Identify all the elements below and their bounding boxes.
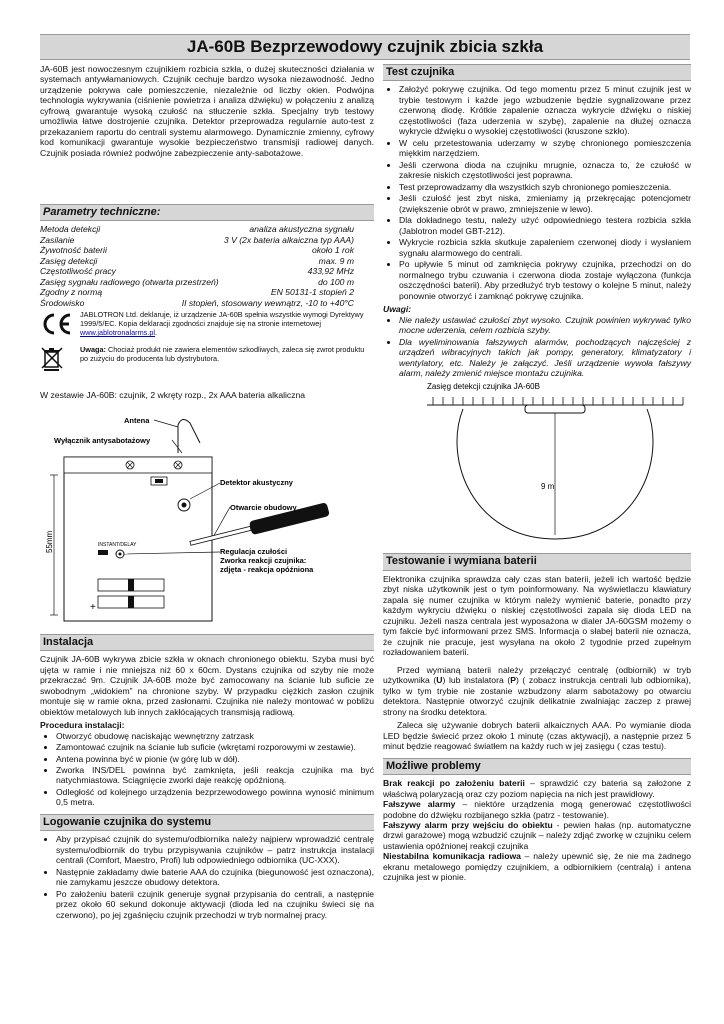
label-regulation: Regulacja czułości xyxy=(220,546,288,556)
list-item: • Założyć pokrywę czujnika. Od tego momentu przez 5 minut czujnik jest w trybie testowym i każde jego wzbudzenie będzie sygnalizowane przez czerwoną diodę. Krótkie zapalenie oznacza wykrycie dźwięku o niskiej częstotliwości (faza uderzenia w szybę), zapalenie na dłużej oznacza wykrycie dźwięku o wysokiej częstotliwości (kruszone szkło). xyxy=(399,84,691,136)
list-item: • Po upływie 5 minut od zamknięcia pokrywy czujnika, przechodzi on do normalnego trybu czuwania i czerwona dioda zostaje wyłączona (funkcja oszczędności baterii). Aby przedłużyć tryb testowy o kolejne 5 minut, należy ponownie otworzyć i zamknąć pokrywę czujnika. xyxy=(399,259,691,301)
logging-heading: Logowanie czujnika do systemu xyxy=(40,814,374,831)
problem-item: Brak reakcji po założeniu baterii – sprawdzić czy bateria są założone z właściwą polaryzacją oraz czy poziom napięcia na nich jest prawidłowy. xyxy=(383,778,691,799)
notes-list xyxy=(383,315,691,379)
test-list xyxy=(383,84,691,301)
battery-heading: Testowanie i wymiana baterii xyxy=(383,553,691,570)
list-item: • Jeśli czułość jest zbyt niska, zmieniamy ją przekręcając potencjometr (zwiększenie obrót w prawo, zmniejszenie w lewo). xyxy=(399,193,691,214)
spec-row: Żywotność baterii około 1 rok xyxy=(40,245,354,256)
label-jumper-state: zdjęta - reakcja opóźniona xyxy=(220,564,314,574)
battery-p3: Zaleca się używanie dobrych baterii alkaicznych AAA. Po wymianie dioda LED będzie świecić przez około 1 minutę (czas aktywacji), a następnie przez 5 minut będzie reagować światłem na każdy ruch w jej zasięgu ( czas testu). xyxy=(383,720,691,752)
antenna-wire xyxy=(178,419,200,453)
jablotron-link[interactable]: www.jablotronalarms.pl xyxy=(80,328,156,338)
spec-row: Zasięg detekcji max. 9 m xyxy=(40,255,354,266)
spec-row: Częstotliwość pracy 433,92 MHz xyxy=(40,266,354,277)
range-label: 9 m xyxy=(541,482,555,492)
test-heading: Test czujnika xyxy=(383,64,691,81)
spec-row: Zgodny z normą EN 50131-1 stopień 2 xyxy=(40,287,354,298)
specs-table xyxy=(40,224,354,308)
label-plus: + xyxy=(90,601,96,613)
sensor-body xyxy=(525,405,585,413)
label-dimension: 55mm xyxy=(45,530,54,553)
battery-p2: Przed wymianą baterii należy przełączyć centralę (odbiornik) w tryb użytkownika (U) lub instalatora (P) ( zobacz instrukcja centrali lub odbiornika), tylko w tym trybie nie zostanie wzbudzony alarm sabotażowy po otwarciu detektora. Następnie otworzyć czujnik delikatnie zwalniając zaczep z prawej strony na środku detektora. xyxy=(383,664,691,717)
jumper xyxy=(98,550,108,555)
left-column xyxy=(40,64,374,921)
label-tamper: Wyłącznik antysabotażowy xyxy=(54,435,151,445)
install-text: Czujnik JA-60B wykrywa zbicie szkła w oknach chronionego obiektu. Szyba musi być ujęta w ramie i nie mniejsza niż 60 x 60cm. Dystans czujnika od szyby nie może przekraczać 9m. Czujnik JA-60B może być zamocowany na ścianie lub suficie ze swobodnym „widokiem” na chronione szyby. W przypadku ciężkich zasłon czujnik montuje się w ramie okna, przed zasłonami. Czujnika nie należy montować w pobliżu obiektów metalowych lub innych zakłócających transmisją radiową. xyxy=(40,654,374,717)
spec-row: Metoda detekcji analiza akustyczna sygnału xyxy=(40,224,354,235)
list-item: • Dla wyeliminowania fałszywych alarmów, pochodzących najczęściej z urządzeń wibracyjnych takich jak pompy, generatory, klimatyzatory i wentylatory, etc. Należy je załączyć. Jeśli urządzenie wywoła fałszywy alarm, należy zmienić miejsce montażu czujnika. xyxy=(399,337,691,379)
problem-item: Fałszywy alarm przy wejściu do obiektu - pewien hałas (np. automatyczne drzwi garażowe) mogą wzbudzić czujnik – należy zdjąć zworkę w czujniku celem ustawienia opóźnionej reakcji czujnika xyxy=(383,819,691,851)
procedure-heading: Procedura instalacji: xyxy=(40,720,125,731)
weee-text: Chociaż produkt nie zawiera elementów szkodliwych, zaleca się zwrot produktu po zużyciu do producenta lub dystrybutora. xyxy=(80,344,365,363)
detector-diagram xyxy=(40,403,374,628)
label-antenna: Antena xyxy=(124,415,150,425)
notes-heading: Uwagi: xyxy=(383,304,412,315)
list-item: • Odległość od kolejnego urządzenia bezprzewodowego powinna wynosić minimum 0,5 metra. xyxy=(56,787,374,808)
range-caption: Zasięg detekcji czujnika JA-60B xyxy=(427,382,540,392)
problem-item: Fałszywe alarmy – niektóre urządzenia mogą generować częstotliwości podobne do dźwięku rozbijanego szkła (patrz - testowanie). xyxy=(383,799,691,820)
weee-note xyxy=(40,346,374,374)
list-item: • Jeśli czerwona dioda na czujniku mrugnie, oznacza to, że czułość w zakresie niskich częstotliwości jest poprawna. xyxy=(399,160,691,181)
range-diagram xyxy=(383,379,691,547)
weee-bold: Uwaga: xyxy=(80,344,106,354)
list-item: • Dla dokładnego testu, należy użyć odpowiedniego testera rozbicia szkła (Jablotron model GBT-212). xyxy=(399,215,691,236)
problems-heading: Możliwe problemy xyxy=(383,758,691,775)
install-heading: Instalacja xyxy=(40,634,374,651)
list-item: • Po założeniu baterii czujnik generuje sygnał przypisania do centrali, a następnie przez około 60 sekund dokonuje aktywacji (dioda led na czujniku świeci się na czerwono), po jej zgaśnięciu czujnik przechodzi w tryb normalnej pracy. xyxy=(56,889,374,920)
ceiling-hatch xyxy=(433,397,683,405)
weee-bin-icon xyxy=(40,346,80,374)
list-item: • Zworka INS/DEL powinna być zamknięta, jeśli reakcja czujnika ma być natychmiastowa. Sciągnięcie zworki daje reakcję opóźnioną. xyxy=(56,765,374,786)
intro-text: JA-60B jest nowoczesnym czujnikiem rozbicia szkła, o dużej skuteczności działania w systemach antywłamaniowych. Czujnik cechuje bardzo wysoka niezawodność. Jedno urządzenie pokrywa całe pomieszczenie, niezależnie od liczby okien. Podwójna technologia wykrywania (ciśnienie powietrza i analiza dźwięku) w połączeniu z analizą cyfrową gwarantuje wysoką czułość na stłuczenie szkła. Specjalny tryb testowy umożliwia łatwe dostrojenie czujnika. Detektor przeprowadza regularnie auto-test z przekazaniem raportu do centrali systemu alarmowego. Dynamicznie zmienny, cyfrowy kod komunikacji gwarantuje wysokie bezpieczeństwo transmisji radiowej danych. Czujnik posiada również podwójne zabezpieczenie anty-sabotażowe. xyxy=(40,64,374,158)
list-item: • Antena powinna być w pionie (w górę lub w dół). xyxy=(56,754,374,764)
list-item: • Aby przypisać czujnik do systemu/odbiornika należy najpierw wprowadzić centralę systemu/odbiornik do trybu przypisywania czujników – patrz instrukcja instalacji centrali (Comfort, Maestro, Profi) lub odpowiedniego odbiornika (UC-XXX). xyxy=(56,834,374,865)
page-title: JA-60B Bezprzewodowy czujnik zbicia szkła xyxy=(40,34,690,60)
install-steps xyxy=(40,731,374,808)
params-heading: Parametry techniczne: xyxy=(40,204,374,221)
label-instant-delay: INSTANT/DELAY xyxy=(98,541,137,548)
list-item: • Otworzyć obudowę naciskając wewnętrzny zatrzask xyxy=(56,731,374,741)
list-item: • Nie należy ustawiać czułości zbyt wysoko. Czujnik powinien wykrywać tylko mocne uderzenia, celem rozbicia szyby. xyxy=(399,315,691,336)
label-jumper: Zworka reakcji czujnika: xyxy=(220,555,307,565)
list-item: • Test przeprowadzamy dla wszystkich szyb chronionego pomieszczenia. xyxy=(399,182,691,192)
kit-contents: W zestawie JA-60B: czujnik, 2 wkręty rozp., 2x AAA bateria alkaliczna xyxy=(40,390,306,401)
right-column xyxy=(383,64,691,883)
spec-row: Zasilanie 3 V (2x bateria alkaiczna typ AAA) xyxy=(40,234,354,245)
logging-list xyxy=(40,834,374,920)
list-item: • Następnie zakładamy dwie baterie AAA do czujnika (biegunowość jest oznaczona), nie zamykamu jeszcze obudowy detektora. xyxy=(56,867,374,888)
list-item: • W celu przetestowania uderzamy w szybę chronionego pomieszczenia miękkim narzędziem. xyxy=(399,138,691,159)
list-item: • Wykrycie rozbicia szkła skutkuje zapaleniem czerwonej diody i wysłaniem sygnału alarmowego do centrali. xyxy=(399,237,691,258)
ce-text: JABLOTRON Ltd. deklaruje, iż urządzenie JA-60B spełnia wszystkie wymogi Dyrektywy 1999/5/EC. Kopia deklaracji zgodności znajduje się na stronie internetowej xyxy=(80,310,364,329)
battery-p1: Elektronika czujnika sprawdza cały czas stan baterii, jeżeli ich wartość będzie zbyt niska użytkownik jest o tym poinformowany. Na wyświetlaczu klawiatury zapala się numer czujnika w którym należy wymienić baterie, ponadto przy każdym wykryciu dźwięku o niskiej częstotliwości zapala się dioda LED na czujniku. Jeżeli nasza centrala jest wyposażona w dialer JA-60GSM możemy o tym fakcie być informowani przez SMS. Informacja o słabej baterii nie oznacza, że czujnik nie pracuje, jest wysyłana na około 2 tygodnie przed zupełnym rozładowaniem baterii. xyxy=(383,573,691,658)
label-opening: Otwarcie obudowy xyxy=(230,502,297,512)
problem-item: Niestabilna komunikacja radiowa – należy upewnić się, że nie ma żadnego ekranu metalowego pomiędzy czujnikiem, a odbiornikiem (centralą) i antena czujnika jest w pionie. xyxy=(383,851,691,883)
ce-declaration: JABLOTRON Ltd. deklaruje, iż urządzenie JA-60B spełnia wszystkie wymogi Dyrektywy 1999/5/EC. Kopia deklaracji zgodności znajduje się na stronie internetowej www.jablotronalarms.pl. xyxy=(40,311,374,339)
spec-row: Zasięg sygnału radiowego (otwarta przestrzeń) do 100 m xyxy=(40,276,354,287)
list-item: • Zamontować czujnik na ścianie lub suficie (wkrętami rozporowymi w zestawie). xyxy=(56,742,374,752)
ce-mark-icon xyxy=(40,311,80,339)
spec-row: Środowisko II stopień, stosowany wewnątrz, -10 to +40°C xyxy=(40,297,354,308)
label-detector: Detektor akustyczny xyxy=(220,477,293,487)
